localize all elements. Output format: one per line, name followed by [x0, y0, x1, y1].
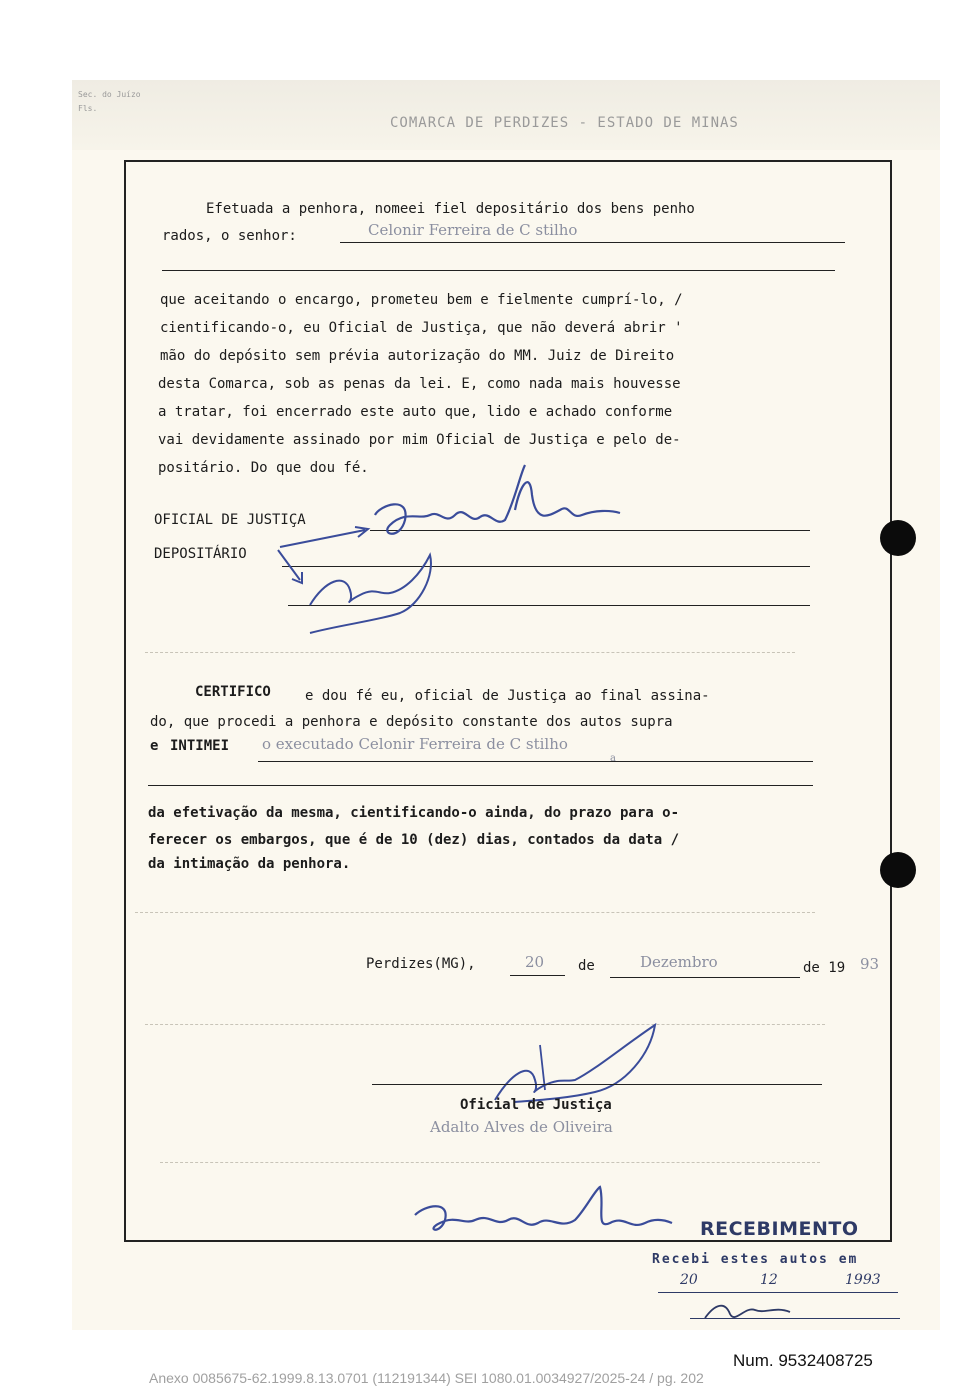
recebimento-month: 12 — [760, 1272, 778, 1288]
punch-hole — [880, 852, 916, 888]
signer-title: Oficial de Justiça — [460, 1097, 612, 1113]
faint-line — [135, 912, 815, 913]
intimado-name: o executado Celonir Ferreira de C stilho — [262, 735, 568, 753]
faint-line — [160, 1162, 820, 1163]
body-line: positário. Do que dou fé. — [158, 460, 369, 476]
body-line: e dou fé eu, oficial de Justiça ao final assina- — [305, 688, 710, 704]
body-line: da intimação da penhora. — [148, 856, 351, 872]
fill-line — [610, 977, 800, 978]
punch-hole — [880, 520, 916, 556]
intimei-label: INTIMEI — [170, 738, 230, 754]
body-line: desta Comarca, sob as penas da lei. E, como nada mais houvesse — [158, 376, 681, 392]
recebimento-year: 1993 — [845, 1272, 881, 1288]
place: Perdizes(MG), — [366, 956, 476, 972]
stamp-line: Sec. do Juízo — [78, 90, 141, 99]
comarca-header: COMARCA DE PERDIZES - ESTADO DE MINAS — [390, 115, 739, 131]
recebimento-line — [658, 1292, 898, 1293]
fill-line — [510, 975, 565, 976]
recebimento-title: RECEBIMENTO — [700, 1218, 859, 1240]
fill-line — [340, 242, 845, 243]
stamp-line: Fls. — [78, 104, 98, 113]
body-line: da efetivação da mesma, cientificando-o ainda, do prazo para o- — [148, 805, 680, 821]
date-year-suffix: 93 — [860, 955, 880, 973]
corner-stamp — [78, 88, 158, 138]
body-line: vai devidamente assinado por mim Oficial de Justiça e pelo de- — [158, 432, 681, 448]
fill-line — [162, 270, 835, 271]
cert-e: e — [150, 738, 159, 754]
body-line: mão do depósito sem prévia autorização do MM. Juiz de Direito — [160, 348, 675, 364]
intimado-superscript: a — [610, 753, 616, 764]
body-line: do, que procedi a penhora e depósito constante dos autos supra — [150, 714, 673, 730]
date-month: Dezembro — [640, 953, 718, 971]
recebimento-text: Recebi estes autos em — [652, 1252, 859, 1267]
body-line: rados, o senhor: — [162, 228, 297, 244]
signer-name: Adalto Alves de Oliveira — [430, 1118, 613, 1136]
date-de-year: de 19 — [803, 960, 846, 976]
annex-reference: Anexo 0085675-62.1999.8.13.0701 (112191344) SEI 1080.01.0034927/2025-24 / pg. 202 — [149, 1370, 704, 1386]
depositario-name: Celonir Ferreira de C stilho — [368, 221, 578, 239]
recebimento-line — [690, 1318, 900, 1319]
oficial-label: OFICIAL DE JUSTIÇA — [154, 512, 306, 528]
date-de: de — [578, 958, 595, 974]
body-line: Efetuada a penhora, nomeei fiel depositário dos bens penho — [206, 201, 695, 217]
body-line: a tratar, foi encerrado este auto que, lido e achado conforme — [158, 404, 673, 420]
recebimento-initials — [700, 1296, 800, 1326]
fill-line — [148, 785, 813, 786]
signature-line — [372, 1084, 822, 1085]
recebimento-day: 20 — [680, 1272, 698, 1288]
document-number: Num. 9532408725 — [733, 1351, 873, 1370]
bottom-signature — [410, 1185, 680, 1245]
fill-line — [258, 761, 813, 762]
cert-word: CERTIFICO — [195, 684, 271, 700]
handwritten-signatures — [270, 455, 630, 645]
body-line: que aceitando o encargo, prometeu bem e fielmente cumprí-lo, / — [160, 292, 683, 308]
body-line: cientificando-o, eu Oficial de Justiça, que não deverá abrir ' — [160, 320, 683, 336]
faint-line — [145, 652, 795, 653]
date-day: 20 — [525, 953, 545, 971]
body-line: ferecer os embargos, que é de 10 (dez) dias, contados da data / — [148, 832, 680, 848]
depositario-label: DEPOSITÁRIO — [154, 546, 247, 562]
